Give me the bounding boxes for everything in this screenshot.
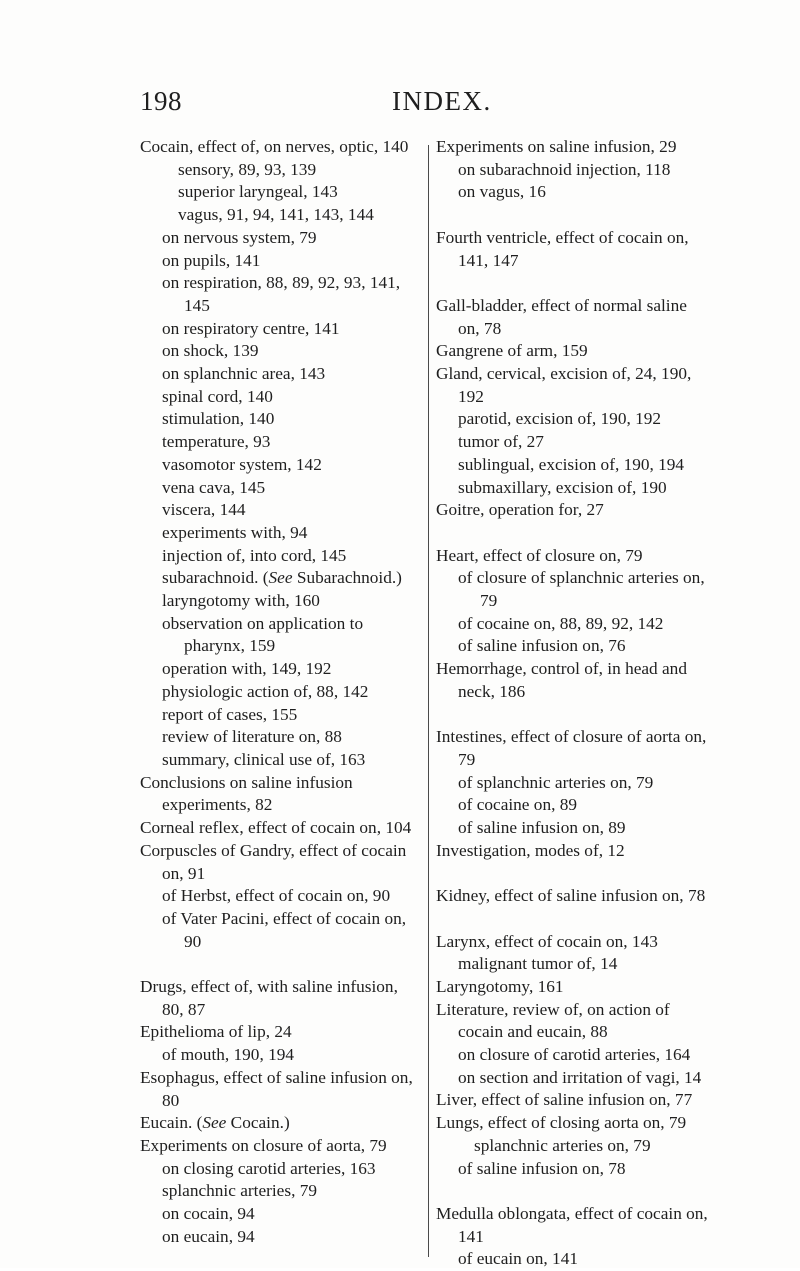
index-entry: Laryngotomy, 161 (436, 976, 564, 996)
index-entry: Lungs, effect of closing aorta on, 79 (436, 1113, 687, 1133)
index-entry: spinal cord, 140 (162, 386, 273, 406)
index-entry: Hemorrhage, control of, in head and neck, 186 (436, 659, 687, 701)
index-entry: subarachnoid. (See Subarachnoid.) (162, 568, 402, 588)
index-entry: on vagus, 16 (458, 182, 546, 202)
index-entry: Corpuscles of Gandry, effect of cocain on, 91 (140, 840, 407, 883)
index-column-left (140, 136, 418, 1248)
index-entry: Experiments on closure of aorta, 79 (140, 1135, 387, 1155)
index-entry: injection of, into cord, 145 (162, 545, 347, 565)
index-entry: vasomotor system, 142 (162, 454, 322, 474)
index-entry: operation with, 149, 192 (162, 659, 332, 679)
column-divider (428, 145, 429, 1257)
index-entry: superior laryngeal, 143 (178, 182, 338, 202)
index-entry: Heart, effect of closure on, 79 (436, 545, 643, 565)
index-entry: Gangrene of arm, 159 (436, 341, 588, 361)
page-header (140, 86, 700, 126)
index-entry: observation on application to pharynx, 159 (162, 613, 364, 656)
index-entry: Intestines, effect of closure of aorta on, 79 (436, 727, 707, 769)
index-entry: malignant tumor of, 14 (458, 954, 618, 974)
index-entry: on closure of carotid arteries, 164 (458, 1045, 691, 1065)
index-entry: Cocain, effect of, on nerves, optic, 140 (140, 137, 409, 156)
index-entry: Experiments on saline infusion, 29 (436, 137, 677, 156)
index-entry: Eucain. (See Cocain.) (140, 1113, 290, 1133)
index-entry: summary, clinical use of, 163 (162, 749, 366, 769)
index-entry: of cocaine on, 89 (458, 795, 578, 815)
index-entry: report of cases, 155 (162, 704, 298, 724)
index-entry: on section and irritation of vagi, 14 (458, 1067, 702, 1087)
running-title: INDEX. (392, 86, 492, 116)
index-entry: on shock, 139 (162, 341, 259, 361)
index-entry: tumor of, 27 (458, 432, 544, 452)
index-entry: stimulation, 140 (162, 409, 275, 429)
index-entry: vagus, 91, 94, 141, 143, 144 (178, 205, 374, 225)
page-number: 198 (140, 86, 182, 116)
index-entry: Investigation, modes of, 12 (436, 840, 625, 860)
index-entry: Corneal reflex, effect of cocain on, 104 (140, 818, 412, 838)
index-entry: Kidney, effect of saline infusion on, 78 (436, 886, 706, 906)
index-entry: Drugs, effect of, with saline infusion, 80, 87 (140, 977, 398, 1019)
index-entry: Literature, review of, on action of cocain and eucain, 88 (436, 999, 670, 1042)
index-entry: on splanchnic area, 143 (162, 364, 326, 384)
index-entry: sublingual, excision of, 190, 194 (458, 454, 685, 474)
index-entry: splanchnic arteries, 79 (162, 1181, 317, 1201)
index-entry: of saline infusion on, 89 (458, 818, 626, 838)
index-entry: viscera, 144 (162, 500, 246, 520)
index-entry: on subarachnoid injection, 118 (458, 159, 671, 179)
index-entry: review of literature on, 88 (162, 727, 342, 747)
index-entry: temperature, 93 (162, 432, 271, 452)
index-entry: of mouth, 190, 194 (162, 1045, 295, 1065)
index-entry: Goitre, operation for, 27 (436, 500, 604, 520)
index-entry: Gland, cervical, excision of, 24, 190, 192 (436, 364, 692, 406)
index-entry: parotid, excision of, 190, 192 (458, 409, 662, 429)
index-entry: of cocaine on, 88, 89, 92, 142 (458, 613, 664, 633)
index-entry: of saline infusion on, 76 (458, 636, 626, 656)
index-entry: splanchnic arteries on, 79 (474, 1135, 651, 1155)
index-entry: vena cava, 145 (162, 477, 266, 497)
index-entry: of closure of splanchnic arteries on, 79 (458, 568, 705, 611)
index-entry: on eucain, 94 (162, 1226, 255, 1246)
index-entry: Fourth ventricle, effect of cocain on, 141, 147 (436, 227, 689, 270)
index-entry: Conclusions on saline infusion experiments, 82 (140, 772, 353, 815)
index-entry: Liver, effect of saline infusion on, 77 (436, 1090, 693, 1110)
index-entry: Medulla oblongata, effect of cocain on, 141 (436, 1203, 708, 1246)
index-entry: experiments with, 94 (162, 522, 308, 542)
index-entry: on pupils, 141 (162, 250, 261, 270)
index-entry: on cocain, 94 (162, 1204, 255, 1224)
index-entry: Epithelioma of lip, 24 (140, 1022, 292, 1042)
index-entry: Larynx, effect of cocain on, 143 (436, 931, 658, 951)
index-column-right (436, 136, 711, 1271)
index-entry: on respiration, 88, 89, 92, 93, 141, 145 (162, 273, 401, 315)
index-entry: of Herbst, effect of cocain on, 90 (162, 886, 391, 906)
index-entry: sensory, 89, 93, 139 (178, 159, 317, 179)
index-entry: of splanchnic arteries on, 79 (458, 772, 654, 792)
index-entry: submaxillary, excision of, 190 (458, 477, 667, 497)
index-entry: of Vater Pacini, effect of cocain on, 90 (162, 908, 407, 951)
index-entry: of eucain on, 141 (458, 1249, 578, 1269)
index-entry: on nervous system, 79 (162, 227, 317, 247)
index-entry: laryngotomy with, 160 (162, 591, 320, 611)
index-entry: Esophagus, effect of saline infusion on, 80 (140, 1067, 413, 1110)
index-entry: physiologic action of, 88, 142 (162, 681, 369, 701)
index-entry: of saline infusion on, 78 (458, 1158, 626, 1178)
index-entry: on closing carotid arteries, 163 (162, 1158, 376, 1178)
index-entry: Gall-bladder, effect of normal saline on, 78 (436, 295, 687, 338)
index-entry: on respiratory centre, 141 (162, 318, 340, 338)
